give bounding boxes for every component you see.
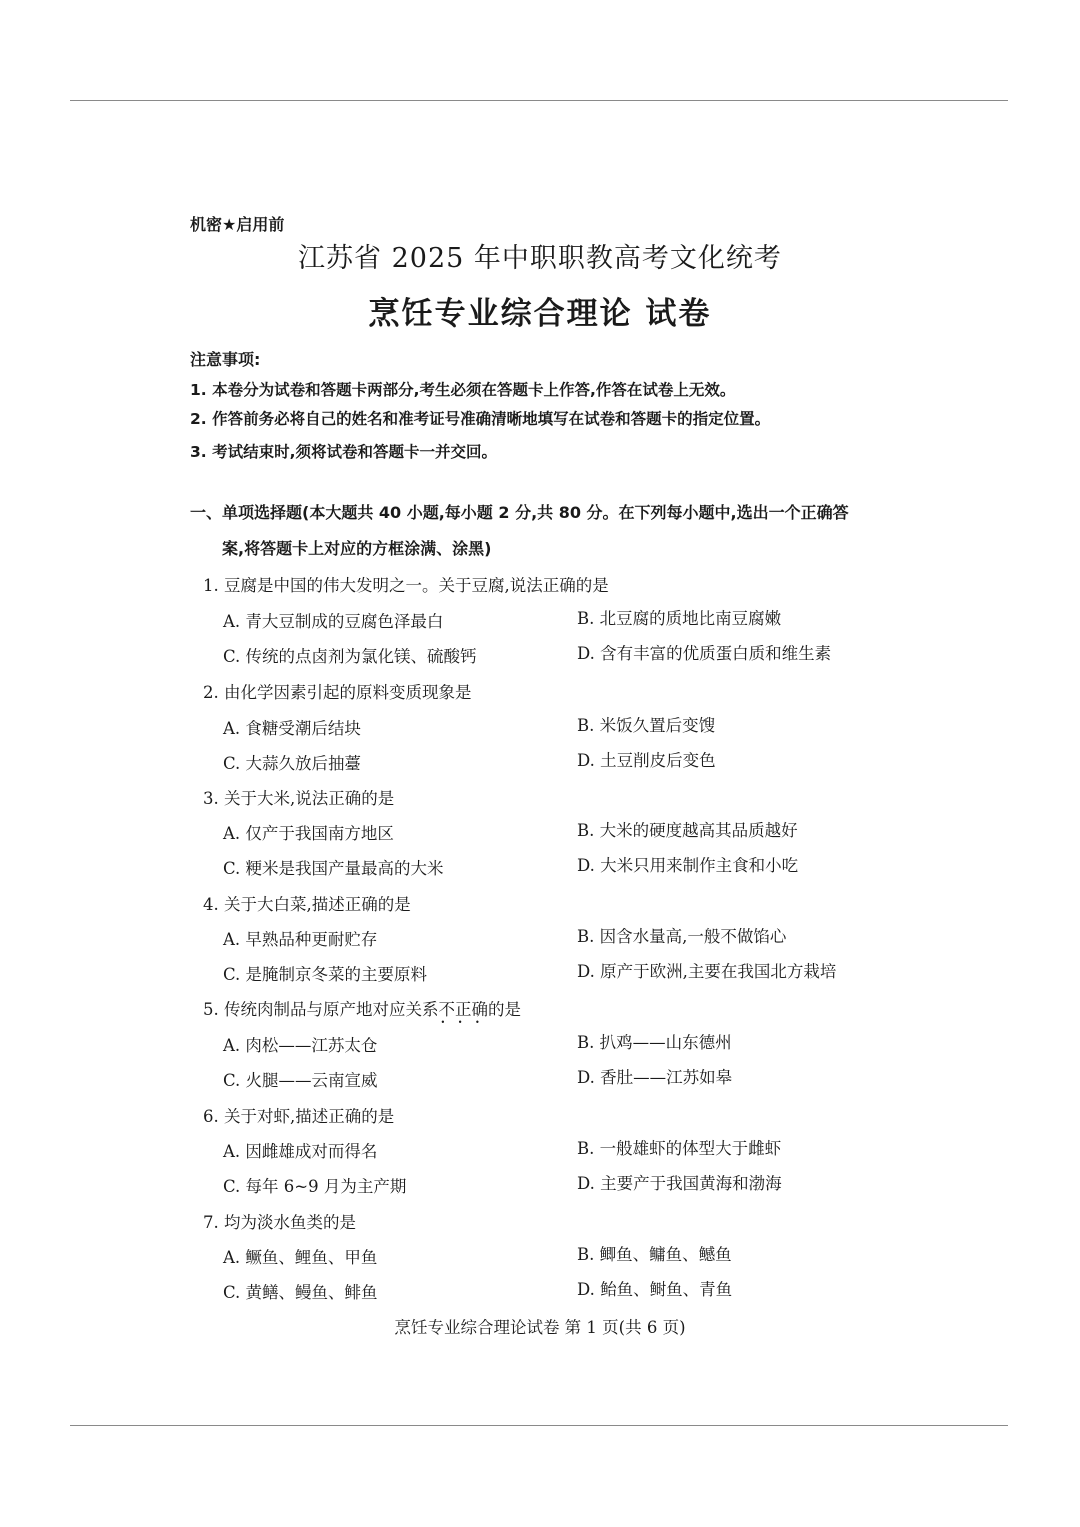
question-stem: 6. 关于对虾,描述正确的是 [203,1107,395,1126]
option-a: A. 青大豆制成的豆腐色泽最白 [223,612,444,631]
option-a: A. 仅产于我国南方地区 [223,824,394,843]
notice-item: 2. 作答前务必将自己的姓名和准考证号准确清晰地填写在试卷和答题卡的指定位置。 [190,410,771,428]
paper-title: 烹饪专业综合理论 试卷 [368,296,712,332]
option-d: D. 含有丰富的优质蛋白质和维生素 [577,644,832,663]
option-c: C. 粳米是我国产量最高的大米 [223,859,444,878]
option-d: D. 主要产于我国黄海和渤海 [577,1174,782,1193]
option-b: B. 扒鸡——山东德州 [577,1033,732,1052]
question-stem: 3. 关于大米,说法正确的是 [203,789,395,808]
option-a: A. 早熟品种更耐贮存 [223,930,378,949]
option-b: B. 一般雄虾的体型大于雌虾 [577,1139,782,1158]
emphasized-not-correct: 不正确 • • • [439,1000,489,1019]
option-d: D. 土豆削皮后变色 [577,751,716,770]
option-a: A. 鳜鱼、鲤鱼、甲鱼 [223,1248,378,1267]
section-heading-cont: 案,将答题卡上对应的方框涂满、涂黑) [222,539,492,558]
option-c: C. 每年 6~9 月为主产期 [223,1177,407,1196]
option-a: A. 因雌雄成对而得名 [223,1142,378,1161]
option-a: A. 肉松——江苏太仓 [223,1036,378,1055]
question-stem: 2. 由化学因素引起的原料变质现象是 [203,683,472,702]
option-d: D. 香肚——江苏如皋 [577,1068,733,1087]
bottom-divider [70,1425,1008,1426]
option-c: C. 传统的点卤剂为氯化镁、硫酸钙 [223,647,477,666]
exam-title: 江苏省 2025 年中职职教高考文化统考 [298,243,782,274]
option-c: C. 黄鳝、鳗鱼、鲱鱼 [223,1283,378,1302]
option-b: B. 米饭久置后变馊 [577,716,716,735]
option-c: C. 大蒜久放后抽薹 [223,754,362,773]
question-stem: 7. 均为淡水鱼类的是 [203,1213,356,1232]
option-b: B. 鲫鱼、鳙鱼、鳡鱼 [577,1245,732,1264]
option-d: D. 鲐鱼、鲥鱼、青鱼 [577,1280,733,1299]
notice-item: 1. 本卷分为试卷和答题卡两部分,考生必须在答题卡上作答,作答在试卷上无效。 [190,381,736,399]
question-stem-text: 5. 传统肉制品与原产地对应关系 [203,1000,439,1019]
notice-heading: 注意事项: [190,350,261,369]
option-c: C. 火腿——云南宣威 [223,1071,378,1090]
top-divider [70,100,1008,101]
page-footer: 烹饪专业综合理论试卷 第 1 页(共 6 页) [394,1318,686,1337]
option-b: B. 大米的硬度越高其品质越好 [577,821,798,840]
option-a: A. 食糖受潮后结块 [223,719,361,738]
question-stem [203,996,521,1020]
option-d: D. 大米只用来制作主食和小吃 [577,856,799,875]
section-heading: 一、单项选择题(本大题共 40 小题,每小题 2 分,共 80 分。在下列每小题中,选出一个正确答 [190,503,849,522]
option-d: D. 原产于欧洲,主要在我国北方栽培 [577,962,837,981]
notice-item: 3. 考试结束时,须将试卷和答题卡一并交回。 [190,443,497,461]
option-b: B. 因含水量高,一般不做馅心 [577,927,787,946]
option-c: C. 是腌制京冬菜的主要原料 [223,965,428,984]
option-b: B. 北豆腐的质地比南豆腐嫩 [577,609,782,628]
question-stem-text: 的是 [488,1000,521,1019]
question-stem: 1. 豆腐是中国的伟大发明之一。关于豆腐,说法正确的是 [203,576,609,595]
confidential-label: 机密★启用前 [190,215,285,234]
question-stem: 4. 关于大白菜,描述正确的是 [203,895,411,914]
